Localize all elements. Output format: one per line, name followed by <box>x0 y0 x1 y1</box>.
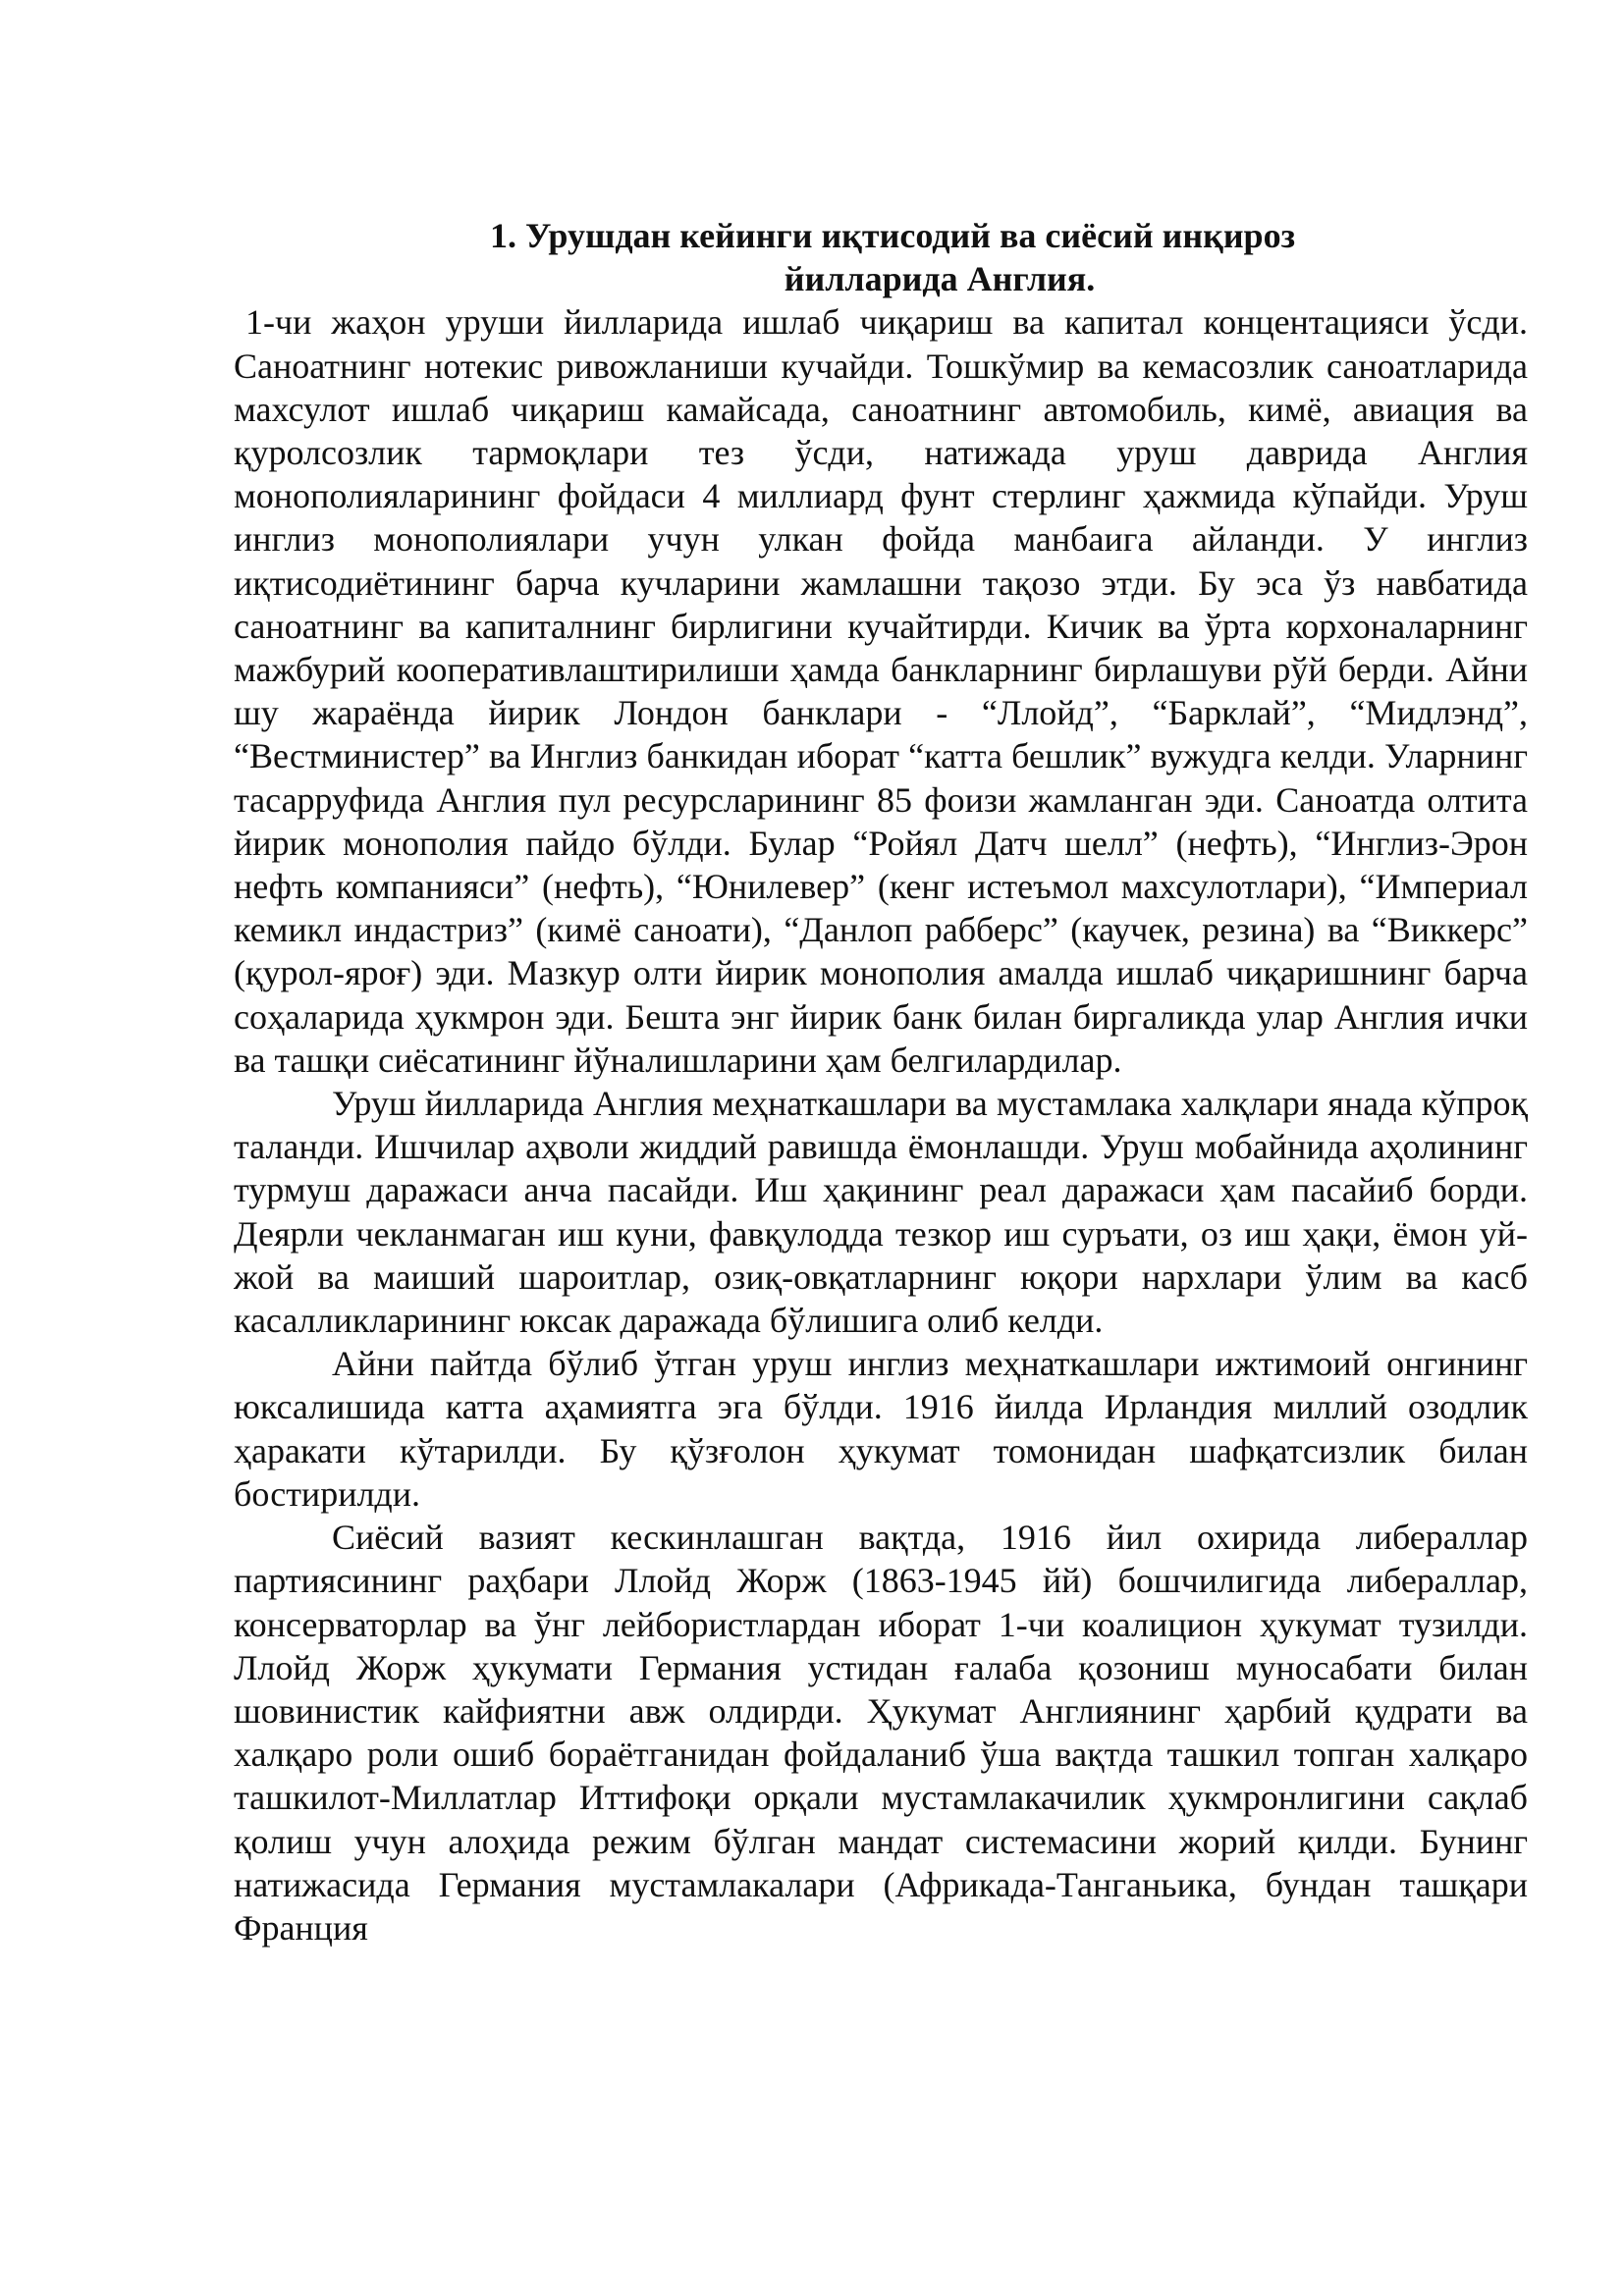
title-line-2: йилларида Англия. <box>784 259 1096 299</box>
paragraph-4: Сиёсий вазият кескинлашган вақтда, 1916 йил охирида либераллар партиясининг раҳбари Ллойд Жорж (1863-1945 йй) бошчилигида либераллар, консерваторлар ва ўнг лейбористлардан иборат 1-чи коалицион ҳукумат тузилди. Ллойд Жорж ҳукумати Германия устидан ғалаба қозониш муносабати билан шовинистик кайфиятни авж олдирди. Ҳукумат Англиянинг ҳарбий қудрати ва халқаро роли ошиб бораётганидан фойдаланиб ўша вақтда ташкил топган халқаро ташкилот-Миллатлар Иттифоқи орқали мустамлакачилик ҳукмронлигини сақлаб қолиш учун алоҳида режим бўлган мандат системасини жорий қилди. Бунинг натижасида Германия мустамлакалари (Африкада-Танганьика, бундан ташқари Франция <box>234 1518 1528 1948</box>
document-body <box>234 214 1528 1949</box>
document-title <box>234 214 1528 300</box>
paragraph-1: 1-чи жаҳон уруши йилларида ишлаб чиқариш ва капитал концентацияси ўсди. Саноатнинг нотекис ривожланиши кучайди. Тошкўмир ва кемасозлик саноатларида махсулот ишлаб чиқариш камайсада, саноатнинг автомобиль, кимё, авиация ва қуролсозлик тармоқлари тез ўсди, натижада уруш даврида Англия монополияларининг фойдаси 4 миллиард фунт стерлинг ҳажмида кўпайди. Уруш инглиз монополиялари учун улкан фойда манбаига айланди. У инглиз иқтисодиётининг барча кучларини жамлашни тақозо этди. Бу эса ўз навбатида саноатнинг ва капиталнинг бирлигини кучайтирди. Кичик ва ўрта корхоналарнинг мажбурий кооперативлаштирилиши ҳамда банкларнинг бирлашуви рўй берди. Айни шу жараёнда йирик Лондон банклари - “Ллойд”, “Барклай”, “Мидлэнд”, “Вестминистер” ва Инглиз банкидан иборат “катта бешлик” вужудга келди. Уларнинг тасарруфида Англия пул ресурсларининг 85 фоизи жамланган эди. Саноатда олтита йирик монополия пайдо бўлди. Булар “Ройял Датч шелл” (нефть), “Инглиз-Эрон нефть компанияси” (нефть), “Юнилевер” (кенг истеъмол махсулотлари), “Империал кемикл индастриз” (кимё саноати), “Данлоп рабберс” (каучек, резина) ва “Виккерс” (қурол-яроғ) эди. Мазкур олти йирик монополия амалда ишлаб чиқаришнинг барча соҳаларида ҳукмрон эди. Бешта энг йирик банк билан биргаликда улар Англия ички ва ташқи сиёсатининг йўналишларини ҳам белгилардилар. <box>234 302 1528 1080</box>
paragraph-2: Уруш йилларида Англия меҳнаткашлари ва мустамлака халқлари янада кўпроқ таланди. Ишчилар аҳволи жиддий равишда ёмонлашди. Уруш мобайнида аҳолининг турмуш даражаси анча пасайди. Иш ҳақининг реал даражаси ҳам пасайиб борди. Деярли чекланмаган иш куни, фавқулодда тезкор иш суръати, оз иш ҳақи, ёмон уй-жой ва маиший шароитлар, озиқ-овқатларнинг юқори нархлари ўлим ва касб касалликларининг юксак даражада бўлишига олиб келди. <box>234 1084 1528 1341</box>
title-line-1: 1. Урушдан кейинги иқтисодий ва сиёсий инқироз <box>489 216 1296 255</box>
paragraph-3: Айни пайтда бўлиб ўтган уруш инглиз меҳнаткашлари ижтимоий онгининг юксалишида катта аҳамиятга эга бўлди. 1916 йилда Ирландия миллий озодлик ҳаракати кўтарилди. Бу қўзғолон ҳукумат томонидан шафқатсизлик билан бостирилди. <box>234 1344 1528 1514</box>
